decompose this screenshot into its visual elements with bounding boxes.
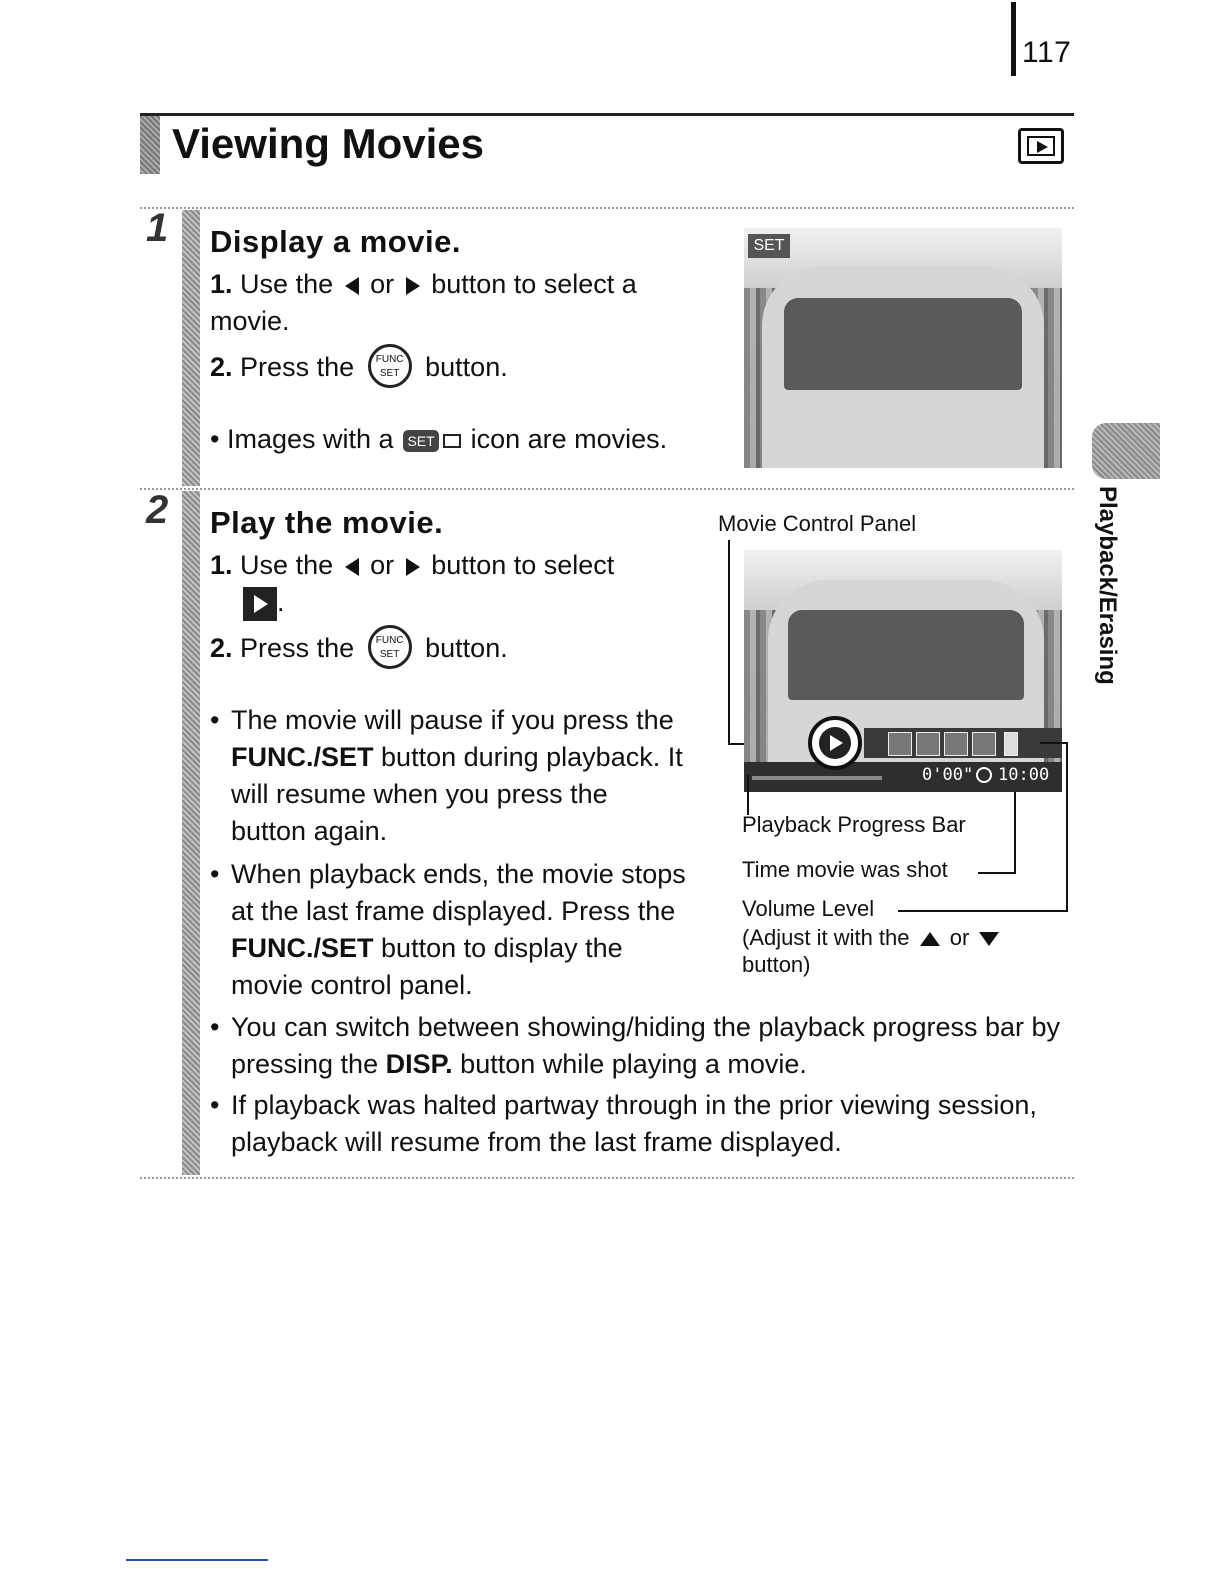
elapsed-time: 0'00": [922, 765, 974, 785]
separator: [140, 1177, 1074, 1179]
movie-control-panel-label: Movie Control Panel: [718, 511, 917, 536]
time-shot: 10:00: [998, 765, 1050, 785]
progress-bar-label: Playback Progress Bar: [742, 812, 966, 837]
step-2-item-1-cont: .: [243, 584, 285, 621]
step-2-number: 2: [146, 488, 169, 532]
movie-playback-photo: [744, 550, 1062, 792]
page-number-rule: [1011, 2, 1016, 76]
chapter-tab-marker: [1092, 423, 1160, 479]
left-arrow-icon: [345, 277, 359, 295]
separator: [140, 207, 1074, 209]
step-2-bullet-3: • You can switch between showing/hiding the playback progress bar by pressing the DISP. button while playing a movie.: [210, 1012, 1061, 1079]
chapter-tab-label: Playback/Erasing: [1094, 486, 1121, 685]
step-1-heading: Display a movie.: [210, 224, 461, 259]
step-2-item-1: 1. Use the or button to select: [210, 550, 615, 580]
title-tab: [140, 116, 160, 174]
skip-back-icon: [888, 732, 912, 756]
item-number: 1.: [210, 550, 233, 580]
volume-note: (Adjust it with the or button): [742, 924, 1062, 978]
down-arrow-icon: [979, 932, 999, 946]
item-number: 2.: [210, 352, 233, 382]
movie-thumbnail-photo: [744, 228, 1062, 468]
frame-back-icon: [916, 732, 940, 756]
step-1-bullet: • Images with a SET icon are movies.: [210, 424, 668, 454]
title-rule: [140, 113, 1074, 116]
step-1-bar: [182, 210, 200, 486]
frame-forward-icon: [944, 732, 968, 756]
step-2-bullet-4: • If playback was halted partway through in the prior viewing session, playback will resume from the last frame displayed.: [210, 1090, 1037, 1157]
volume-icon: [1004, 732, 1018, 756]
page-number: 117: [1022, 36, 1072, 69]
step-2-bullet-1: • The movie will pause if you press the FUNC./SET button during playback. It will resume when you press the button again.: [210, 705, 683, 846]
volume-level-label: Volume Level: [742, 896, 875, 921]
clock-icon: [976, 767, 992, 783]
step-1-item-2: 2. Press the FUNC SET button.: [210, 349, 508, 388]
page-title: Viewing Movies: [172, 120, 484, 167]
step-2-bullet-2: • When playback ends, the movie stops at the last frame displayed. Press the FUNC./SET button to display the movie control panel.: [210, 859, 686, 1000]
up-arrow-icon: [920, 932, 940, 946]
right-arrow-icon: [406, 558, 420, 576]
step-2-heading: Play the movie.: [210, 505, 444, 540]
set-badge-icon: SET: [748, 234, 790, 258]
control-panel-strip: [864, 728, 1062, 758]
step-2-item-2: 2. Press the FUNC SET button.: [210, 630, 508, 669]
step-2-bar: [182, 491, 200, 1175]
playback-mode-icon: [1018, 128, 1064, 164]
step-1-number: 1: [146, 206, 169, 250]
item-number: 2.: [210, 633, 233, 663]
time-shot-label: Time movie was shot: [742, 857, 948, 882]
play-button-icon: [808, 716, 862, 770]
item-number: 1.: [210, 269, 233, 299]
skip-forward-icon: [972, 732, 996, 756]
right-arrow-icon: [406, 277, 420, 295]
func-set-button-icon: FUNC SET: [368, 344, 412, 388]
footer-rule: [126, 1559, 268, 1561]
set-badge-icon: SET: [403, 430, 439, 452]
func-set-button-icon: FUNC SET: [368, 625, 412, 669]
play-icon: [243, 587, 277, 621]
step-1-item-1: 1. Use the or button to select a movie.: [210, 269, 637, 336]
separator: [140, 488, 1074, 490]
movie-icon: [441, 430, 463, 452]
left-arrow-icon: [345, 558, 359, 576]
